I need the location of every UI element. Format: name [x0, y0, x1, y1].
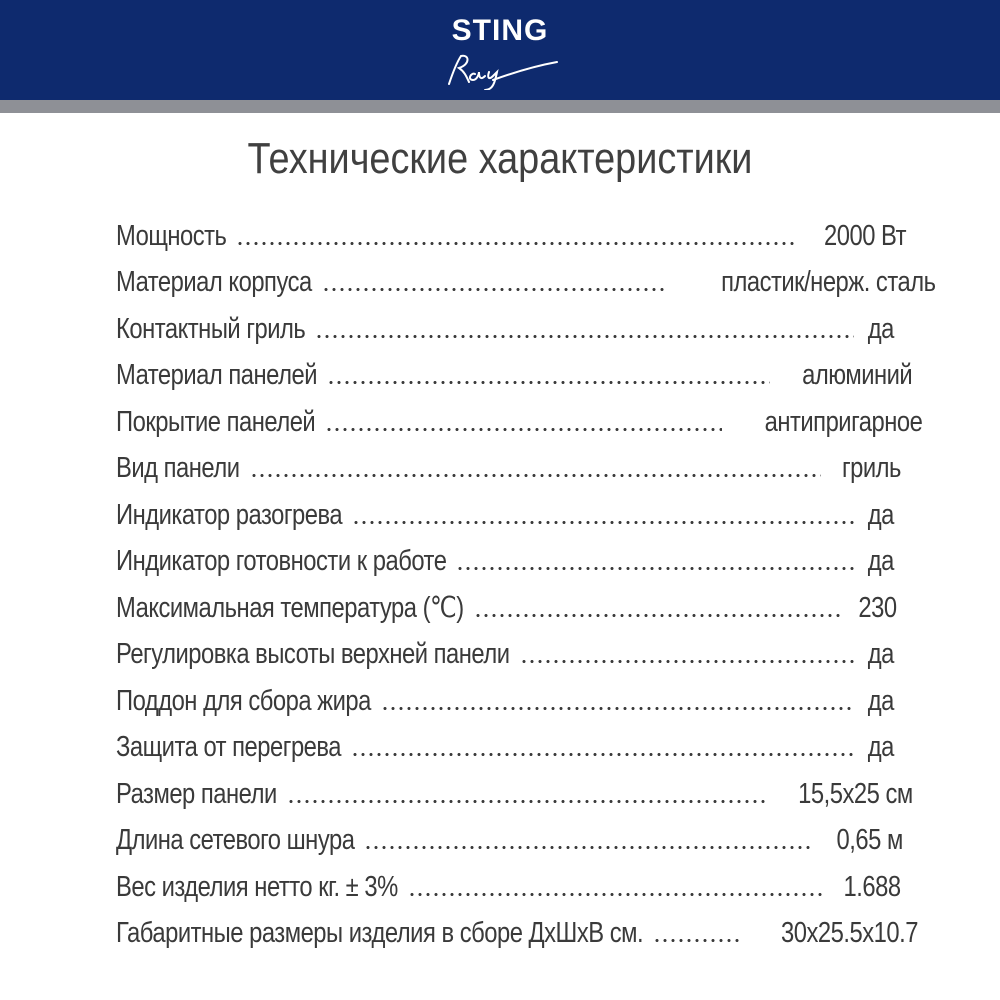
- spec-label-text: Защита от перегрева: [116, 731, 342, 763]
- spec-label: [116, 266, 312, 299]
- spec-label-text: Покрытие панелей: [116, 405, 316, 438]
- spec-row: [116, 578, 897, 625]
- spec-label-text: Длина сетевого шнура: [116, 824, 355, 856]
- dotted-leader: [250, 474, 821, 477]
- spec-value: [730, 405, 923, 439]
- spec-label: [116, 220, 226, 253]
- spec-value: [806, 219, 907, 253]
- spec-value-text: гриль: [841, 452, 901, 484]
- dotted-leader: [287, 800, 766, 803]
- spec-label: [116, 590, 464, 625]
- spec-value-text: 2000 Вт: [823, 219, 907, 252]
- spec-value: [778, 359, 913, 392]
- spec-label-text: Поддон для сбора жира: [116, 684, 371, 717]
- spec-row: [116, 299, 894, 346]
- spec-label: [116, 452, 240, 485]
- dotted-leader: [315, 335, 854, 338]
- spec-value: [850, 591, 897, 625]
- spec-label: [116, 359, 317, 392]
- logo-wordmark: STING: [451, 14, 549, 47]
- spec-label: [116, 871, 398, 904]
- dotted-leader: [351, 753, 854, 756]
- spec-value-text: алюминий: [802, 359, 913, 391]
- spec-value-text: 0,65 м: [836, 824, 903, 856]
- spec-label-text: Максимальная температура (℃): [116, 591, 464, 624]
- spec-list: [116, 206, 936, 950]
- spec-label: [116, 917, 643, 950]
- spec-label: [116, 313, 305, 346]
- spec-value: [862, 545, 894, 578]
- spec-value-text: 1.688: [843, 870, 901, 903]
- spec-value-text: антипригарное: [764, 405, 923, 438]
- spec-value-text: пластик/нерж. сталь: [720, 266, 936, 298]
- brand-logo: [0, 0, 1000, 100]
- spec-row: [116, 346, 913, 393]
- spec-label: [116, 545, 446, 578]
- spec-label-text: Регулировка высоты верхней панели: [116, 638, 510, 670]
- spec-row: [116, 904, 919, 951]
- dotted-leader: [327, 381, 770, 384]
- spec-value-text: 15,5х25 см: [798, 777, 914, 810]
- spec-label-text: Индикатор разогрева: [116, 498, 343, 531]
- spec-value: [831, 870, 901, 904]
- spec-label: [116, 731, 341, 764]
- dotted-leader: [322, 288, 666, 291]
- spec-value-text: да: [867, 498, 894, 531]
- spec-row: [116, 253, 936, 300]
- spec-row: [116, 485, 894, 532]
- spec-value: [773, 777, 914, 811]
- spec-row: [116, 764, 914, 811]
- spec-row: [116, 392, 923, 439]
- spec-row: [116, 811, 903, 858]
- dotted-leader: [456, 567, 853, 570]
- dotted-leader: [236, 242, 798, 245]
- spec-label-text: Размер панели: [116, 777, 277, 810]
- dotted-leader: [653, 939, 743, 942]
- spec-row: [116, 625, 894, 672]
- header-stripe: [0, 100, 1000, 113]
- page-title: Технические характеристики: [247, 134, 753, 183]
- spec-label: [116, 499, 342, 532]
- spec-label-text: Контактный гриль: [116, 312, 306, 345]
- spec-value: [822, 824, 903, 857]
- spec-value-text: да: [867, 684, 894, 717]
- spec-row: [116, 718, 894, 765]
- spec-value: [674, 266, 936, 299]
- spec-value: [862, 312, 894, 346]
- logo-script-signature: [435, 50, 565, 90]
- spec-label-text: Вид панели: [116, 452, 240, 484]
- dotted-leader: [352, 521, 854, 524]
- dotted-leader: [381, 707, 854, 710]
- spec-value: [829, 452, 901, 485]
- dotted-leader: [325, 428, 722, 431]
- spec-label-text: Материал панелей: [116, 359, 318, 391]
- spec-label: [116, 778, 277, 811]
- dotted-leader: [520, 660, 854, 663]
- spec-row: [116, 857, 901, 904]
- spec-label-text: Индикатор готовности к работе: [116, 545, 447, 577]
- spec-row: [116, 206, 907, 253]
- spec-label-text: Материал корпуса: [116, 266, 312, 298]
- spec-value-text: да: [867, 731, 894, 763]
- spec-label: [116, 685, 371, 718]
- dotted-leader: [364, 846, 813, 849]
- spec-row: [116, 671, 894, 718]
- spec-value: [751, 917, 919, 950]
- spec-label: [116, 406, 315, 439]
- spec-label-text: Вес изделия нетто кг. ± 3%: [116, 870, 398, 903]
- spec-value: [862, 731, 894, 764]
- dotted-leader: [408, 893, 823, 896]
- spec-value: [862, 638, 894, 671]
- spec-value-text: да: [867, 545, 894, 577]
- spec-label-text: Мощность: [116, 219, 227, 252]
- spec-value-text: да: [867, 312, 894, 345]
- spec-label: [116, 824, 354, 857]
- spec-row: [116, 532, 894, 579]
- spec-value-text: 30x25.5x10.7: [781, 917, 919, 949]
- dotted-leader: [474, 614, 842, 617]
- spec-row: [116, 439, 901, 486]
- spec-label-text: Габаритные размеры изделия в сборе ДхШхВ см.: [116, 917, 644, 949]
- spec-value: [862, 498, 894, 532]
- spec-value: [862, 684, 894, 718]
- spec-value-text: 230: [858, 591, 897, 624]
- spec-label: [116, 638, 510, 671]
- spec-value-text: да: [867, 638, 894, 670]
